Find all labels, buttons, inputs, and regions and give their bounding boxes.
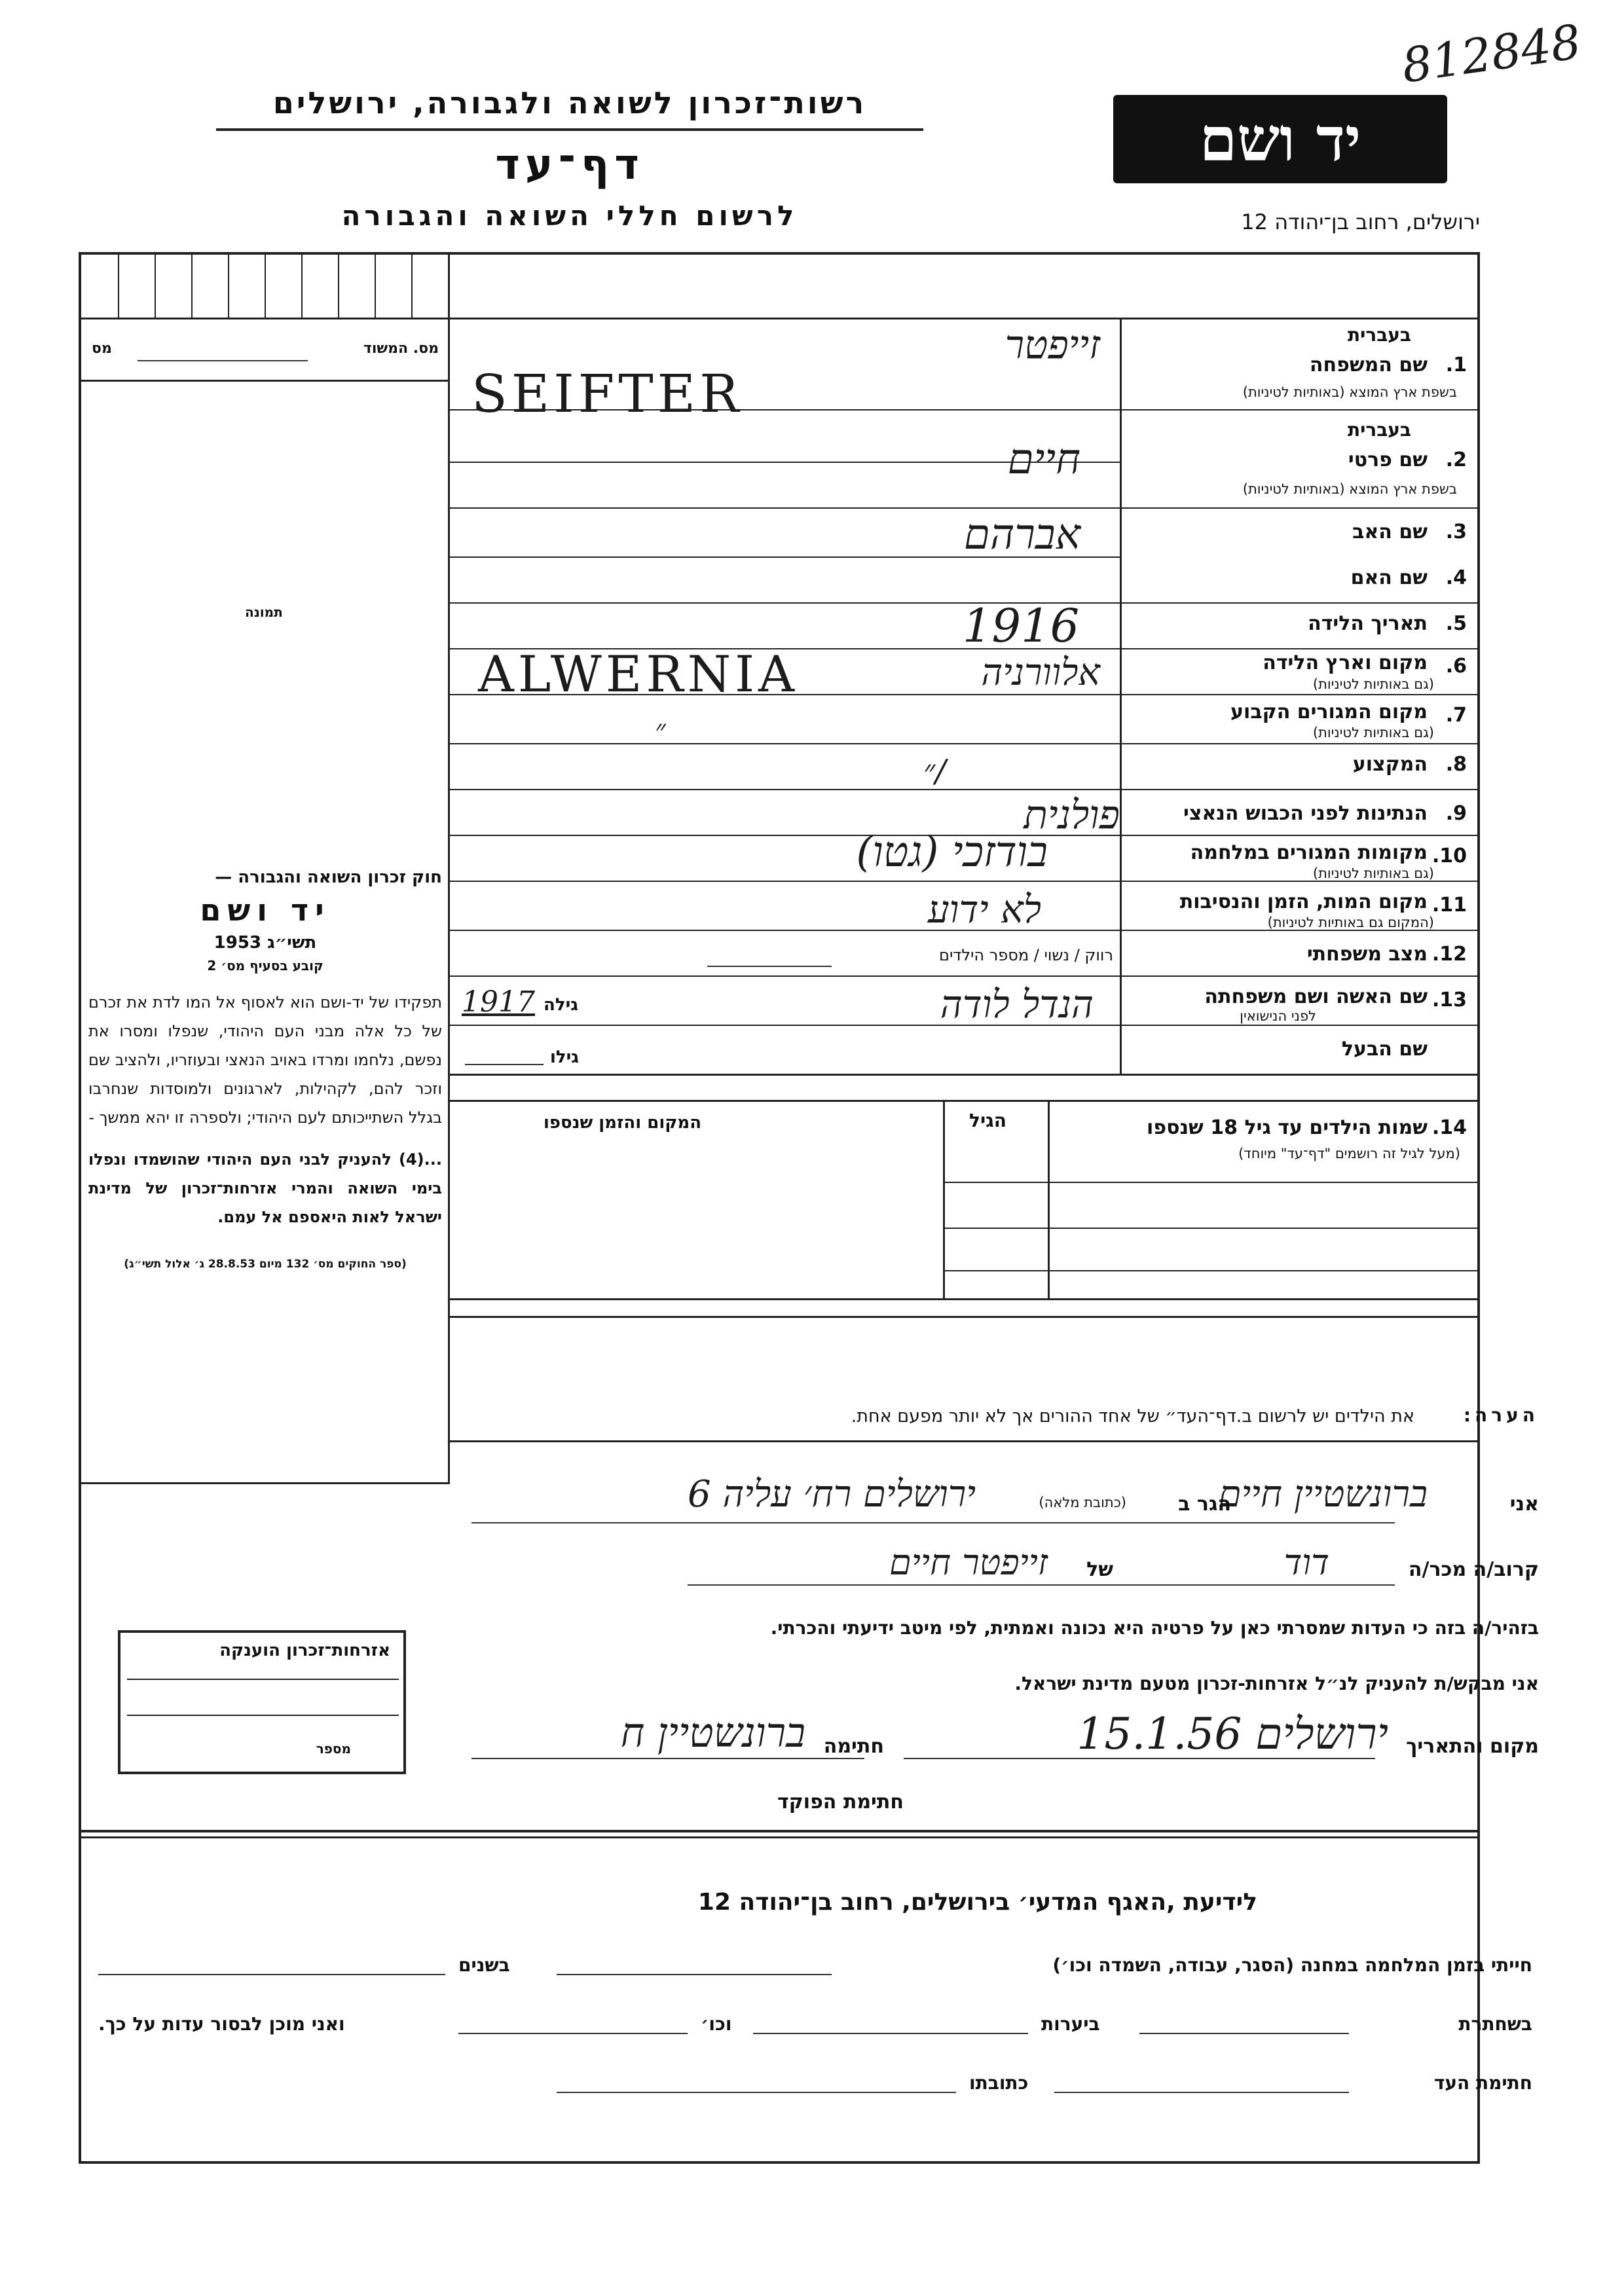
field-9 bbox=[1446, 802, 1467, 825]
strip-divider bbox=[411, 255, 413, 318]
signature-line bbox=[471, 1758, 864, 1759]
declarant-address-label: (כתובת מלאה) bbox=[1039, 1495, 1126, 1510]
law-title: חוק זכרון השואה והגבורה — bbox=[215, 867, 442, 887]
place-date-value: ירושלים 15.1.56 bbox=[1077, 1709, 1388, 1759]
file-number-mark: מס bbox=[92, 340, 112, 357]
field-2-label: שם פרטי bbox=[1348, 448, 1428, 471]
field-1-value-hebrew: זייפטר bbox=[1005, 322, 1100, 368]
children-col-1 bbox=[1048, 1102, 1050, 1298]
header-address bbox=[1113, 210, 1480, 234]
field-11-label: מקום המות, הזמן והנסיבות bbox=[1179, 890, 1428, 913]
field-1-hebrew-tag: בעברית bbox=[1347, 324, 1411, 346]
row-sep bbox=[450, 743, 1480, 744]
field-7-sub: (גם באותיות לטיניות) bbox=[1312, 725, 1434, 740]
field-7 bbox=[1446, 704, 1467, 727]
field-husband-age-line bbox=[465, 1064, 544, 1065]
field-13-age-value: 1917 bbox=[462, 985, 535, 1019]
law-section bbox=[88, 867, 442, 1271]
field-1-num bbox=[1446, 354, 1467, 376]
field-3 bbox=[1446, 520, 1467, 543]
note-text: את הילדים יש לרשום ב.דף־העד״ של אחד ההורים אך לא יותר מפעם אחת. bbox=[851, 1406, 1414, 1427]
field-13-label: שם האשה ושם משפחתה bbox=[1204, 985, 1428, 1008]
field-5-label: תאריך הלידה bbox=[1308, 612, 1428, 635]
field-num: 11. bbox=[1431, 894, 1467, 917]
row-sep bbox=[450, 975, 1480, 977]
header-address-text: ירושלים, רחוב בן־יהודה 12 bbox=[1241, 210, 1480, 234]
citizenship-rule bbox=[127, 1715, 399, 1716]
declarant-line bbox=[471, 1522, 1395, 1523]
top-strip-bottom bbox=[79, 318, 1480, 319]
strip-divider bbox=[228, 255, 229, 318]
field-12-sub: רווק / נשוי / מספר הילדים bbox=[939, 946, 1113, 964]
field-num: 3. bbox=[1445, 520, 1467, 543]
field-2-num bbox=[1446, 448, 1467, 471]
field-num: 9. bbox=[1445, 802, 1467, 825]
field-5-value: 1916 bbox=[963, 599, 1080, 653]
field-1-label: שם המשפחה bbox=[1309, 354, 1428, 376]
field-num: 13. bbox=[1431, 989, 1467, 1011]
field-6 bbox=[1446, 655, 1467, 678]
field-11-sub: (המקום גם באותיות לטיניות) bbox=[1267, 915, 1434, 930]
authority-text: רשות־זכרון לשואה ולגבורה, ירושלים bbox=[272, 85, 867, 120]
children-row-sep bbox=[943, 1182, 1480, 1183]
relation-value: דוד bbox=[1283, 1542, 1329, 1583]
form-subtitle-text: לרשום חללי השואה והגבורה bbox=[341, 200, 798, 232]
bottom-row1-label: חייתי בזמן המלחמה במחנה (הסגר, עבודה, השמדה וכו׳) bbox=[1052, 1954, 1532, 1976]
field-num: 12. bbox=[1431, 943, 1467, 966]
field-8-label: המקצוע bbox=[1352, 753, 1428, 776]
bottom-row1-end: בשנים bbox=[458, 1954, 510, 1976]
bottom-row2-mid2: וכו׳ bbox=[701, 2013, 732, 2035]
law-body: תפקידו של יד-ושם הוא לאסוף אל המו לדת את זכרם של כל אלה מבני העם היהודי, שנפלו ומסרו את נפשם, נלחמו ומרדו באויב הנאצי ובעוזריו, ולהציב שם וזכר להם, לקהילות, לארגונים ולמוסדות שנחרבו בגלל השתייכותם לעם היהודי; ולספרה זו יהא ממשך - bbox=[88, 993, 442, 1127]
children-row-sep bbox=[943, 1270, 1480, 1271]
field-3-label: שם האב bbox=[1352, 520, 1428, 543]
top-box-strip bbox=[81, 255, 448, 318]
law-year: תשי״ג 1953 bbox=[213, 933, 317, 953]
law-name: יד ושם bbox=[200, 892, 331, 928]
field-13-sub: לפני הנישואין bbox=[1240, 1008, 1316, 1024]
law-clause: קובע בסעיף מס׳ 2 bbox=[207, 958, 323, 974]
field-6-value-latin: ALWERNIA bbox=[478, 645, 798, 703]
declarant-lives-label: הגר ב bbox=[1178, 1493, 1231, 1516]
note-label: הערה: bbox=[1463, 1404, 1539, 1426]
serial-text: 812848 bbox=[1398, 14, 1585, 94]
field-num: 2. bbox=[1445, 448, 1467, 471]
field-10 bbox=[1432, 845, 1467, 867]
bottom-row2-mid: ביערות bbox=[1041, 2013, 1100, 2035]
field-10-value: בודזכי (גטו) bbox=[856, 828, 1048, 877]
bottom-row2-label: בשחתרת bbox=[1458, 2013, 1532, 2035]
yad-vashem-logo bbox=[1113, 95, 1447, 183]
file-number-label: מס. המשוד bbox=[363, 340, 439, 357]
field-4-label: שם האם bbox=[1350, 566, 1428, 589]
field-num: 6. bbox=[1445, 655, 1467, 678]
field-12-label: מצב משפחתי bbox=[1306, 943, 1428, 966]
field-6-value-hebrew: אלוורניה bbox=[981, 651, 1100, 694]
field-num: 14. bbox=[1431, 1116, 1467, 1139]
law-source: (ספר החוקים מס׳ 132 מיום 28.8.53 ג׳ אלול תשי״ג) bbox=[124, 1258, 407, 1271]
bottom-row3-end: כתובתו bbox=[969, 2072, 1029, 2094]
field-4 bbox=[1446, 566, 1467, 589]
strip-divider bbox=[301, 255, 303, 318]
field-8 bbox=[1446, 753, 1467, 776]
children-col-2 bbox=[943, 1102, 945, 1298]
children-col-place: המקום והזמן שנספו bbox=[544, 1113, 702, 1133]
children-num bbox=[1432, 1116, 1467, 1139]
label-column-divider bbox=[1120, 318, 1122, 1074]
citizenship-number-label: מספר bbox=[316, 1741, 351, 1757]
children-bottom bbox=[450, 1298, 1480, 1300]
field-13-value: הנדל לודה bbox=[940, 982, 1094, 1027]
strip-divider bbox=[118, 255, 119, 318]
of-name-value: זייפטר חיים bbox=[889, 1542, 1048, 1583]
of-label: של bbox=[1086, 1558, 1113, 1581]
bottom-row2-line bbox=[1139, 2033, 1349, 2034]
logo-text: יד ושם bbox=[1199, 103, 1361, 175]
field-num: 10. bbox=[1431, 845, 1467, 867]
bottom-row3-label: חתימת העד bbox=[1433, 2072, 1532, 2094]
field-2-sub: בשפת ארץ המוצא (באותיות לטיניות) bbox=[1242, 481, 1457, 497]
field-husband-age-label: גילו bbox=[550, 1048, 579, 1067]
authority-title bbox=[210, 85, 930, 120]
row-sep bbox=[450, 1100, 1480, 1102]
declarant-name: ברונשטיין חיים bbox=[1218, 1473, 1428, 1516]
strip-divider bbox=[265, 255, 266, 318]
declare-text: בזהיר/ה בזה כי העדות שמסרתי כאן על פרטיה היא נכונה ואמתית, לפי מיטב ידיעתי והכרתי. bbox=[770, 1617, 1539, 1639]
bottom-row2-line2 bbox=[753, 2033, 1028, 2034]
field-7-label: מקום המגורים הקבוע bbox=[1230, 701, 1428, 723]
law-body-2: ...(4) להעניק לבני העם היהודי שהושמדו ונפלו בימי השואה והמרי אזרחות־זכרון של מדינת ישראל לאות היאספם אל עמם. bbox=[88, 1150, 442, 1226]
file-number-line bbox=[138, 360, 308, 361]
field-5 bbox=[1446, 612, 1467, 635]
file-number-row bbox=[92, 340, 439, 367]
field-12 bbox=[1432, 943, 1467, 966]
signature-value: ברונשטיין ח bbox=[620, 1709, 805, 1757]
children-col-age: הגיל bbox=[969, 1110, 1006, 1131]
official-signature-label: חתימת הפוקד bbox=[777, 1791, 904, 1813]
bottom-row1-line bbox=[557, 1974, 832, 1975]
note-bottom bbox=[450, 1440, 1480, 1442]
field-1-value-latin: SEIFTER bbox=[471, 363, 743, 424]
field-11 bbox=[1432, 894, 1467, 917]
authority-underline bbox=[216, 128, 923, 131]
relative-label: קרוב/ה מכר/ה bbox=[1408, 1558, 1539, 1581]
children-sub: (מעל לגיל זה רושמים "דף־עד" מיוחד) bbox=[1238, 1146, 1460, 1161]
declarant-address: ירושלים רח׳ עליה 6 bbox=[688, 1473, 976, 1516]
request-text: אני מבקש/ת להעניק לנ״ל אזרחות-זכרון מטעם מדינת ישראל. bbox=[1014, 1673, 1539, 1694]
field-6-label: מקום וארץ הלידה bbox=[1263, 651, 1428, 674]
bottom-row3-line2 bbox=[557, 2092, 956, 2093]
field-num: 7. bbox=[1445, 704, 1467, 727]
strip-divider bbox=[155, 255, 156, 318]
citizenship-box bbox=[118, 1630, 406, 1774]
left-panel-bottom bbox=[81, 1482, 450, 1484]
declarant-i-label: אני bbox=[1509, 1493, 1539, 1516]
field-2-value-hebrew: חיים bbox=[1007, 435, 1080, 484]
row-sep bbox=[450, 507, 1480, 509]
field-6-sub: (גם באותיות לטיניות) bbox=[1312, 676, 1434, 692]
photo-area bbox=[81, 382, 448, 840]
field-10-sub: (גם באותיות לטיניות) bbox=[1312, 866, 1434, 881]
field-10-label: מקומות המגורים במלחמה bbox=[1190, 841, 1428, 864]
children-sep bbox=[450, 1316, 1480, 1318]
strip-divider bbox=[191, 255, 193, 318]
field-9-value: פולנית bbox=[1024, 792, 1120, 838]
field-2-hebrew-tag: בעברית bbox=[1347, 419, 1411, 441]
field-12-line bbox=[707, 966, 832, 967]
children-row-sep bbox=[943, 1228, 1480, 1229]
field-7-value: ״ bbox=[655, 714, 666, 747]
place-date-line bbox=[904, 1758, 1375, 1759]
bottom-title: לידיעת ,האגף המדעי׳ בירושלים, רחוב בן־יהודה 12 bbox=[697, 1889, 1257, 1916]
serial-number bbox=[1398, 14, 1584, 93]
children-label: שמות הילדים עד גיל 18 שנספו bbox=[1147, 1116, 1428, 1139]
field-1-sub: בשפת ארץ המוצא (באותיות לטיניות) bbox=[1242, 384, 1457, 400]
bottom-double-rule bbox=[81, 1836, 1477, 1838]
citizenship-rule bbox=[127, 1679, 399, 1680]
citizenship-title: אזרחות־זכרון הוענקה bbox=[219, 1641, 390, 1660]
field-num: 5. bbox=[1445, 612, 1467, 635]
row-sep bbox=[450, 789, 1480, 790]
bottom-row2-line3 bbox=[458, 2033, 688, 2034]
field-num: 4. bbox=[1445, 566, 1467, 589]
place-date-label: מקום והתאריך bbox=[1406, 1735, 1539, 1758]
field-3-value: אברהם bbox=[963, 511, 1080, 559]
relative-line bbox=[688, 1584, 1395, 1586]
form-subtitle bbox=[288, 200, 851, 232]
form-title bbox=[406, 141, 733, 189]
strip-divider bbox=[375, 255, 376, 318]
field-num: 8. bbox=[1445, 753, 1467, 776]
field-8-value: ״/ bbox=[923, 753, 946, 790]
bottom-double-rule bbox=[81, 1830, 1477, 1832]
field-13-age-label: גילה bbox=[544, 995, 578, 1015]
bottom-row2-end: ואני מוכן לבסור עדות על כך. bbox=[98, 2013, 345, 2035]
bottom-row3-line bbox=[1054, 2092, 1349, 2093]
field-11-value: לא ידוע bbox=[927, 887, 1041, 932]
signature-label: חתימה bbox=[823, 1735, 884, 1758]
field-num: 1. bbox=[1445, 354, 1467, 376]
field-13 bbox=[1432, 989, 1467, 1011]
field-9-label: הנתינות לפני הכבוש הנאצי bbox=[1183, 802, 1428, 825]
bottom-row1-line2 bbox=[98, 1974, 445, 1975]
field-husband-label: שם הבעל bbox=[1341, 1038, 1428, 1061]
form-title-text: דף־עד bbox=[495, 141, 644, 189]
photo-label: תמונה bbox=[245, 604, 283, 620]
row-sep bbox=[450, 1074, 1480, 1076]
strip-divider bbox=[338, 255, 339, 318]
